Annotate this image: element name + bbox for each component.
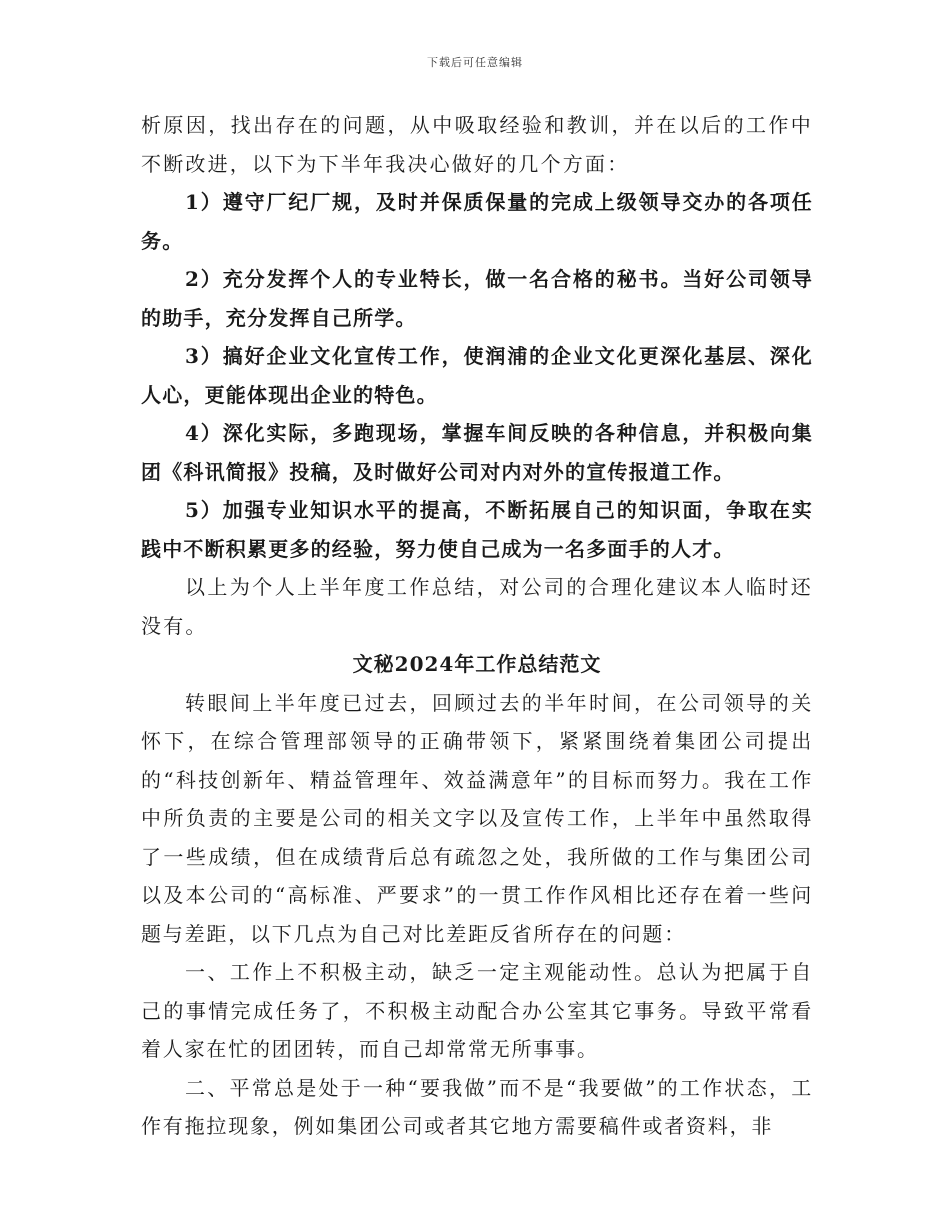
section2-paragraph-3: 二、平常总是处于一种“要我做”而不是“我要做”的工作状态，工作有拖拉现象，例如集团公司或者其它地方需要稿件或者资料，非 [141, 1075, 813, 1138]
section2-paragraph-2: 一、工作上不积极主动，缺乏一定主观能动性。总认为把属于自己的事情完成任务了，不积极主动配合办公室其它事务。导致平常看着人家在忙的团团转，而自己却常常无所事事。 [141, 960, 813, 1061]
plan-item-4: 4）深化实际，多跑现场，掌握车间反映的各种信息，并积极向集团《科讯简报》投稿，及时做好公司对内对外的宣传报道工作。 [141, 421, 813, 484]
document-body [141, 106, 813, 1146]
plan-item-5: 5）加强专业知识水平的提高，不断拓展自己的知识面，争取在实践中不断积累更多的经验，努力使自己成为一名多面手的人才。 [141, 498, 813, 561]
page-header-note: 下载后可任意编辑 [427, 56, 523, 69]
section2-body [141, 684, 813, 1146]
section2-title: 文秘2024年工作总结范文 [352, 652, 602, 676]
section1-closing: 以上为个人上半年度工作总结，对公司的合理化建议本人临时还没有。 [141, 575, 813, 638]
section1-intro: 析原因，找出存在的问题，从中吸取经验和教训，并在以后的工作中不断改进，以下为下半年我决心做好的几个方面： [141, 113, 813, 176]
plan-item-3: 3）搞好企业文化宣传工作，使润浦的企业文化更深化基层、深化人心，更能体现出企业的特色。 [141, 344, 813, 407]
section2-paragraph-1: 转眼间上半年度已过去，回顾过去的半年时间，在公司领导的关怀下，在综合管理部领导的正确带领下，紧紧围绕着集团公司提出的“科技创新年、精益管理年、效益满意年”的目标而努力。我在工作中所负责的主要是公司的相关文字以及宣传工作，上半年中虽然取得了一些成绩，但在成绩背后总有疏忽之处，我所做的工作与集团公司以及本公司的“高标准、严要求”的一贯工作作风相比还存在着一些问题与差距，以下几点为自己对比差距反省所存在的问题： [141, 690, 813, 946]
plan-item-2: 2）充分发挥个人的专业特长，做一名合格的秘书。当好公司领导的助手，充分发挥自己所学。 [141, 267, 813, 330]
plan-item-1: 1）遵守厂纪厂规，及时并保质保量的完成上级领导交办的各项任务。 [141, 190, 813, 253]
